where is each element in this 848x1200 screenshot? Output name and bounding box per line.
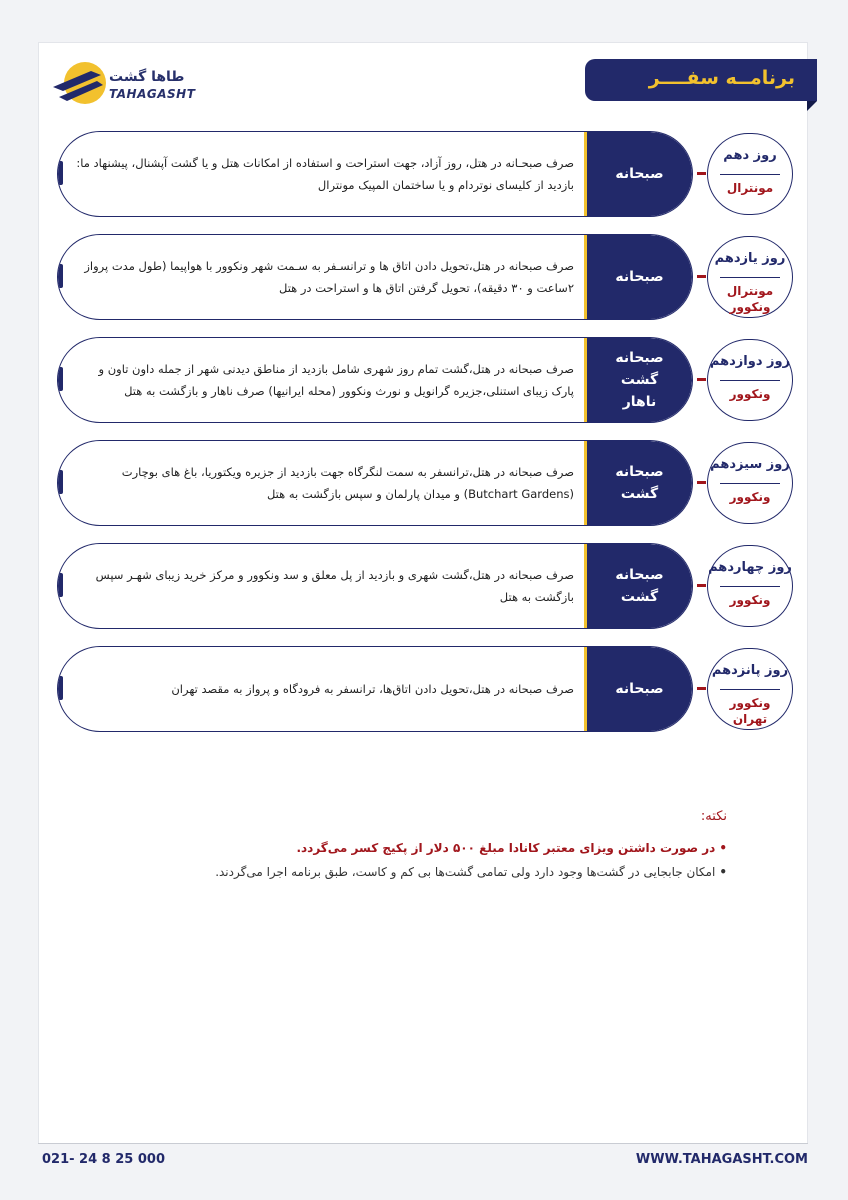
day-name: روز سیزدهم	[710, 457, 790, 472]
day-details	[57, 646, 693, 732]
day-name: روز پانزدهم	[711, 663, 789, 678]
day-divider	[720, 174, 780, 175]
notes-section	[107, 809, 727, 884]
row-connector	[697, 687, 706, 690]
day-row	[53, 337, 793, 423]
day-row	[53, 131, 793, 217]
day-description: صرف صبحانه در هتل،گشت شهری و بازدید از پل معلق و سد ونکوور و مرکز خرید زیبای شهـر سپس بازگشت به هتل	[95, 568, 574, 604]
day-badge	[707, 648, 793, 730]
day-description: صرف صبحانه در هتل،تحویل دادن اتاق‌ها، ترانسفر به فرودگاه و پرواز به مقصد تهران	[171, 682, 574, 696]
day-city: ونکوور تهران	[729, 696, 771, 726]
row-connector	[697, 172, 706, 175]
note-text: امکان جابجایی در گشت‌ها وجود دارد ولی تمامی گشت‌ها بی کم و کاست، طبق برنامه اجرا می‌گردند.	[215, 865, 716, 879]
bullet-icon: •	[719, 865, 727, 879]
day-description: صرف صبحانه در هتل،گشت تمام روز شهری شامل بازدید از مناطق دیدنی شهر از جمله داون تاون و پارک زیبای استنلی،جزیره گرانویل و نورث ونکوور (محله ایرانیها) صرف ناهار و بازگشت به هتل	[98, 362, 574, 398]
meal-label: صبحانه	[584, 235, 692, 319]
day-description: صرف صبحانه در هتل،تحویل دادن اتاق ها و ترانسـفر به سـمت شهر ونکوور با هواپیما (طول مدت پرواز ۲ساعت و ۳۰ دقیقه)، تحویل گرفتن اتاق ها و استراحت در هتل	[84, 259, 574, 295]
footer-divider	[38, 1143, 808, 1144]
row-connector	[697, 378, 706, 381]
day-badge	[707, 133, 793, 215]
logo-text-fa: طاها گشت	[109, 69, 185, 85]
pill-marker	[57, 161, 63, 185]
day-city: ونکوور	[729, 490, 771, 504]
row-connector	[697, 275, 706, 278]
row-connector	[697, 584, 706, 587]
pill-marker	[57, 470, 63, 494]
day-description: صرف صبحـانه در هتل، روز آزاد، جهت استراحت و استفاده از امکانات هتل و یا گشت آپشنال، پیشنهاد ما: بازدید از کلیسای نوتردام و یا ساختمان المپیک مونترال	[76, 156, 574, 192]
meal-label: صبحانه گشت	[584, 441, 692, 525]
day-city: مونترال	[726, 181, 774, 195]
day-divider	[720, 380, 780, 381]
day-divider	[720, 483, 780, 484]
page-title: برنامــه سفــــر	[648, 67, 795, 89]
itinerary-page	[38, 42, 808, 1144]
day-description: صرف صبحانه در هتل،ترانسفر به سمت لنگرگاه جهت بازدید از جزیره ویکتوریا، باغ های بوچارت (Butchart Gardens) و میدان پارلمان و سپس بازگشت به هتل	[121, 465, 574, 501]
day-badge	[707, 545, 793, 627]
day-row	[53, 543, 793, 629]
note-item	[107, 860, 727, 884]
bullet-icon: •	[719, 841, 727, 855]
banner-fold	[807, 101, 817, 111]
day-row	[53, 440, 793, 526]
meal-label: صبحانه	[584, 132, 692, 216]
day-row	[53, 234, 793, 320]
note-item	[107, 836, 727, 860]
logo-text-en: TAHAGASHT	[109, 87, 196, 101]
day-city: ونکوور	[729, 387, 771, 401]
meal-label: صبحانه	[584, 647, 692, 731]
day-details	[57, 131, 693, 217]
day-city: مونترال ونکوور	[726, 284, 774, 314]
day-row	[53, 646, 793, 732]
notes-title: نکته:	[700, 809, 727, 824]
day-badge	[707, 236, 793, 318]
day-badge	[707, 442, 793, 524]
pill-marker	[57, 676, 63, 700]
day-details	[57, 543, 693, 629]
note-text: در صورت داشتن ویزای معتبر کانادا مبلغ ۵۰۰ دلار از پکیج کسر می‌گردد.	[296, 841, 716, 855]
day-details	[57, 440, 693, 526]
day-divider	[720, 586, 780, 587]
day-name: روز دوازدهم	[709, 354, 791, 369]
meal-label: صبحانه گشت ناهار	[584, 338, 692, 422]
tahagasht-logo	[51, 57, 201, 107]
row-connector	[697, 481, 706, 484]
day-divider	[720, 277, 780, 278]
day-details	[57, 337, 693, 423]
footer-phone: 021- 24 8 25 000	[42, 1152, 165, 1167]
logo-mark-icon	[51, 57, 111, 107]
pill-marker	[57, 573, 63, 597]
day-name: روز دهم	[723, 148, 777, 163]
day-badge	[707, 339, 793, 421]
day-divider	[720, 689, 780, 690]
page-title-banner	[585, 59, 817, 101]
pill-marker	[57, 264, 63, 288]
day-name: روز چهاردهم	[708, 560, 792, 575]
footer-website: WWW.TAHAGASHT.COM	[635, 1152, 808, 1167]
day-name: روز یازدهم	[714, 251, 786, 266]
day-details	[57, 234, 693, 320]
meal-label: صبحانه گشت	[584, 544, 692, 628]
day-city: ونکوور	[729, 593, 771, 607]
pill-marker	[57, 367, 63, 391]
